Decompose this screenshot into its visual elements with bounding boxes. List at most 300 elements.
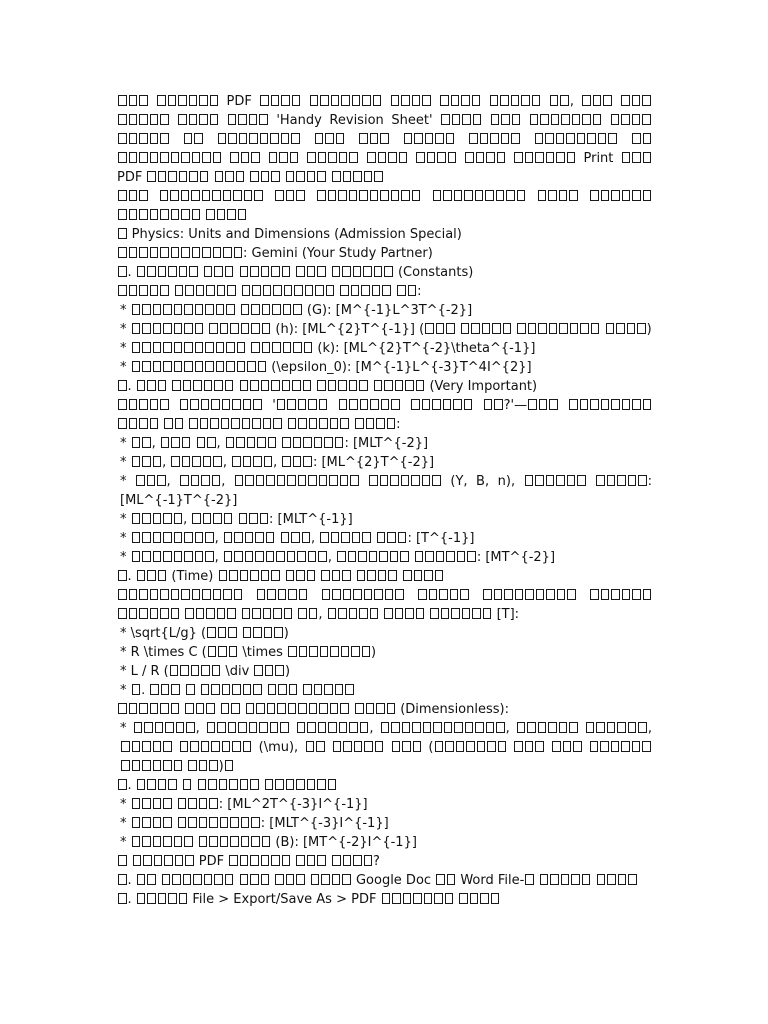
missing-glyph-box [181,589,190,600]
glyph-run [231,455,273,470]
missing-glyph-box [329,475,338,486]
glyph-run [415,151,457,166]
missing-glyph-box [129,209,138,220]
missing-glyph-box [192,513,201,524]
missing-glyph-box [349,608,358,619]
missing-glyph-box [189,114,198,125]
missing-glyph-box [328,608,337,619]
glyph-run [458,892,500,907]
missing-glyph-box [252,418,261,429]
missing-glyph-box [211,741,220,752]
missing-glyph-box [271,855,280,866]
missing-glyph-box [395,589,404,600]
missing-glyph-box [432,475,441,486]
missing-glyph-box [362,532,371,543]
missing-glyph-box [632,95,641,106]
missing-glyph-box [317,171,326,182]
missing-glyph-box [299,589,308,600]
glyph-run [605,322,647,337]
missing-glyph-box [150,114,159,125]
missing-glyph-box [573,741,582,752]
missing-glyph-box [572,114,581,125]
missing-glyph-box [259,722,268,733]
missing-glyph-box [384,380,393,391]
missing-glyph-box [381,399,390,410]
missing-glyph-box [391,722,400,733]
missing-glyph-box [567,589,576,600]
glyph-run [516,322,600,337]
missing-glyph-box [443,190,452,201]
glyph-run [621,151,653,166]
glyph-run [295,854,327,869]
missing-glyph-box [237,342,246,353]
missing-glyph-box [454,190,463,201]
missing-glyph-box [611,114,620,125]
missing-glyph-box [195,361,204,372]
missing-glyph-box [225,874,234,885]
glyph-run [309,94,383,109]
missing-glyph-box [582,114,591,125]
glyph-run [241,607,294,622]
glyph-run [302,683,355,698]
missing-glyph-box [267,589,276,600]
missing-glyph-box [425,133,434,144]
missing-glyph-box [328,152,337,163]
missing-glyph-box [230,152,239,163]
missing-glyph-box [632,114,641,125]
missing-glyph-box [118,418,127,429]
missing-glyph-box [293,456,302,467]
glyph-run [610,113,652,128]
list-item-surface-tension-group: * , , : [MT^{-2}] [120,550,556,565]
glyph-run [120,740,173,755]
missing-glyph-box [341,646,350,657]
missing-glyph-box [328,779,337,790]
missing-glyph-box [281,532,290,543]
missing-glyph-box [147,475,156,486]
missing-glyph-box [222,399,231,410]
missing-glyph-box [330,646,339,657]
missing-glyph-box [517,722,526,733]
missing-glyph-box [309,703,318,714]
missing-glyph-box [262,304,271,315]
missing-glyph-box [486,152,495,163]
missing-glyph-box [477,741,486,752]
missing-glyph-box [132,304,141,315]
glyph-run [310,873,352,888]
list-item-momentum-group: * , : [MLT^{-1}] [120,512,353,527]
list-item-sqrt-l-over-g: * \sqrt{L/g} ( ) [120,626,289,641]
missing-glyph-box [632,133,641,144]
missing-glyph-box [147,874,156,885]
missing-glyph-box [142,323,151,334]
missing-glyph-box [147,380,156,391]
missing-glyph-box [282,266,291,277]
missing-glyph-box [196,703,205,714]
missing-glyph-box [153,513,162,524]
missing-glyph-box [118,228,127,239]
missing-glyph-box [255,532,264,543]
missing-glyph-box [203,513,212,524]
missing-glyph-box [286,171,295,182]
missing-glyph-box [269,152,278,163]
list-item-frequency-group: * , , : [T^{-1}] [120,531,475,546]
missing-glyph-box [132,760,141,771]
missing-glyph-box [392,741,401,752]
missing-glyph-box [296,171,305,182]
missing-glyph-box [465,152,474,163]
glyph-run [182,778,193,793]
missing-glyph-box [567,475,576,486]
missing-glyph-box [292,380,301,391]
missing-glyph-box [217,608,226,619]
missing-glyph-box [557,589,566,600]
missing-glyph-box [215,171,224,182]
missing-glyph-box [223,589,232,600]
glyph-run [136,778,178,793]
missing-glyph-box [416,380,425,391]
glyph-run [245,702,350,717]
missing-glyph-box [370,608,379,619]
missing-glyph-box [453,399,462,410]
missing-glyph-box [540,874,549,885]
missing-glyph-box [176,722,185,733]
missing-glyph-box [374,171,383,182]
missing-glyph-box [132,532,141,543]
glyph-run [524,873,535,888]
missing-glyph-box [139,133,148,144]
glyph-run [117,607,180,622]
missing-glyph-box [209,323,218,334]
missing-glyph-box [153,817,162,828]
missing-glyph-box [192,152,201,163]
missing-glyph-box [121,741,130,752]
missing-glyph-box [213,152,222,163]
glyph-run [160,436,192,451]
missing-glyph-box [213,513,222,524]
missing-glyph-box [174,323,183,334]
missing-glyph-box [304,342,313,353]
missing-glyph-box [611,741,620,752]
glyph-run [358,132,390,147]
missing-glyph-box [298,418,307,429]
missing-glyph-box [462,114,471,125]
missing-glyph-box [440,95,449,106]
missing-glyph-box [226,437,235,448]
missing-glyph-box [441,608,450,619]
missing-glyph-box [241,152,250,163]
missing-glyph-box [490,95,499,106]
missing-glyph-box [535,741,544,752]
missing-glyph-box [180,665,189,676]
missing-glyph-box [150,703,159,714]
missing-glyph-box [570,323,579,334]
missing-glyph-box [422,475,431,486]
missing-glyph-box [183,874,192,885]
missing-glyph-box [163,760,172,771]
missing-glyph-box [118,893,127,904]
missing-glyph-box [239,513,248,524]
missing-glyph-box [351,285,360,296]
glyph-run [316,189,421,204]
missing-glyph-box [171,608,180,619]
missing-glyph-box [118,874,127,885]
missing-glyph-box [566,133,575,144]
missing-glyph-box [261,380,270,391]
missing-glyph-box [290,152,299,163]
missing-glyph-box [129,703,138,714]
missing-glyph-box [501,133,510,144]
missing-glyph-box [250,874,259,885]
missing-glyph-box [153,760,162,771]
missing-glyph-box [250,171,259,182]
glyph-run [131,322,205,337]
glyph-run [117,189,149,204]
missing-glyph-box [550,874,559,885]
missing-glyph-box [288,589,297,600]
missing-glyph-box [265,779,274,790]
glyph-run [390,94,432,109]
glyph-run [117,246,243,261]
glyph-run [439,94,481,109]
missing-glyph-box [262,836,271,847]
missing-glyph-box [201,684,210,695]
missing-glyph-box [195,323,204,334]
missing-glyph-box [153,342,162,353]
missing-glyph-box [179,266,188,277]
missing-glyph-box [324,437,333,448]
missing-glyph-box [181,247,190,258]
glyph-run [146,170,209,185]
missing-glyph-box [184,133,193,144]
missing-glyph-box [422,95,431,106]
missing-glyph-box [213,589,222,600]
missing-glyph-box [195,551,204,562]
missing-glyph-box [132,836,141,847]
missing-glyph-box [236,437,245,448]
missing-glyph-box [294,285,303,296]
glyph-run [534,132,618,147]
missing-glyph-box [257,437,266,448]
missing-glyph-box [168,893,177,904]
missing-glyph-box [511,133,520,144]
missing-glyph-box [240,855,249,866]
missing-glyph-box [303,437,312,448]
missing-glyph-box [311,874,320,885]
missing-glyph-box [132,323,141,334]
missing-glyph-box [256,703,265,714]
missing-glyph-box [328,722,337,733]
missing-glyph-box [192,247,201,258]
missing-glyph-box [142,437,151,448]
missing-glyph-box [587,133,596,144]
missing-glyph-box [355,418,364,429]
glyph-run [136,873,157,888]
missing-glyph-box [411,475,420,486]
glyph-run [217,132,301,147]
missing-glyph-box [129,95,138,106]
glyph-run [327,607,380,622]
pdf-instructions-heading: PDF ? [117,852,652,871]
glyph-run [250,341,313,356]
missing-glyph-box [359,133,368,144]
missing-glyph-box [597,874,606,885]
missing-glyph-box [273,285,282,296]
missing-glyph-box [642,114,651,125]
missing-glyph-box [139,399,148,410]
glyph-run [225,436,278,451]
glyph-run [179,740,253,755]
missing-glyph-box [139,418,148,429]
missing-glyph-box [260,133,269,144]
missing-glyph-box [213,247,222,258]
missing-glyph-box [350,475,359,486]
missing-glyph-box [328,190,337,201]
missing-glyph-box [349,399,358,410]
missing-glyph-box [303,684,312,695]
missing-glyph-box [118,209,127,220]
missing-glyph-box [355,703,364,714]
missing-glyph-box [195,304,204,315]
missing-glyph-box [261,266,270,277]
missing-glyph-box [163,342,172,353]
missing-glyph-box [538,190,547,201]
glyph-run [489,94,542,109]
missing-glyph-box [249,722,258,733]
missing-glyph-box [374,589,383,600]
missing-glyph-box [265,665,274,676]
missing-glyph-box [185,703,194,714]
missing-glyph-box [142,741,151,752]
missing-glyph-box [132,684,141,695]
missing-glyph-box [243,456,252,467]
glyph-run [631,132,652,147]
missing-glyph-box [139,190,148,201]
missing-glyph-box [219,570,228,581]
glyph-run [206,721,290,736]
missing-glyph-box [118,247,127,258]
missing-glyph-box [118,570,127,581]
missing-glyph-box [171,152,180,163]
glyph-run [396,284,417,299]
missing-glyph-box [471,323,480,334]
list-item-l-over-r: * L / R ( \div ) [120,664,291,679]
glyph-run [132,854,195,869]
missing-glyph-box [423,722,432,733]
missing-glyph-box [569,190,578,201]
pdf-step-2: . File > Export/Save As > PDF [117,890,652,909]
glyph-run [117,873,128,888]
missing-glyph-box [388,570,397,581]
missing-glyph-box [401,475,410,486]
glyph-run [184,702,216,717]
missing-glyph-box [569,399,578,410]
missing-glyph-box [201,665,210,676]
missing-glyph-box [241,836,250,847]
missing-glyph-box [494,399,503,410]
missing-glyph-box [161,684,170,695]
missing-glyph-box [170,665,179,676]
missing-glyph-box [298,703,307,714]
glyph-run [482,588,577,603]
glyph-run [356,569,398,584]
missing-glyph-box [273,418,282,429]
missing-glyph-box [137,570,146,581]
missing-glyph-box [206,209,215,220]
missing-glyph-box [224,532,233,543]
missing-glyph-box [364,171,373,182]
missing-glyph-box [132,361,141,372]
missing-glyph-box [200,171,209,182]
missing-glyph-box [245,532,254,543]
missing-glyph-box [596,722,605,733]
missing-glyph-box [210,418,219,429]
glyph-run [305,740,326,755]
missing-glyph-box [492,323,501,334]
missing-glyph-box [185,855,194,866]
missing-glyph-box [606,323,615,334]
missing-glyph-box [382,893,391,904]
missing-glyph-box [483,589,492,600]
missing-glyph-box [249,114,258,125]
glyph-run [242,626,284,641]
missing-glyph-box [402,722,411,733]
section-heading-dimensionless: * . [117,681,652,700]
missing-glyph-box [227,285,236,296]
missing-glyph-box [643,190,652,201]
missing-glyph-box [593,95,602,106]
missing-glyph-box [275,874,284,885]
missing-glyph-box [397,285,406,296]
missing-glyph-box [217,722,226,733]
missing-glyph-box [209,760,218,771]
missing-glyph-box [206,285,215,296]
missing-glyph-box [223,190,232,201]
missing-glyph-box [237,361,246,372]
missing-glyph-box [590,190,599,201]
missing-glyph-box [412,722,421,733]
missing-glyph-box [207,437,216,448]
missing-glyph-box [388,152,397,163]
missing-glyph-box [283,304,292,315]
missing-glyph-box [134,722,143,733]
missing-glyph-box [172,874,181,885]
glyph-run [117,208,201,223]
missing-glyph-box [184,304,193,315]
missing-glyph-box [196,285,205,296]
missing-glyph-box [607,722,616,733]
missing-glyph-box [239,133,248,144]
missing-glyph-box [226,361,235,372]
missing-glyph-box [642,741,651,752]
missing-glyph-box [229,570,238,581]
missing-glyph-box [212,665,221,676]
missing-glyph-box [412,190,421,201]
missing-glyph-box [380,475,389,486]
missing-glyph-box [257,589,266,600]
missing-glyph-box [160,133,169,144]
missing-glyph-box [299,646,308,657]
missing-glyph-box [229,646,238,657]
missing-glyph-box [252,608,261,619]
missing-glyph-box [202,589,211,600]
glyph-run [131,341,247,356]
glyph-run [274,189,306,204]
missing-glyph-box [158,171,167,182]
missing-glyph-box [282,855,291,866]
glyph-run [464,151,506,166]
missing-glyph-box [335,684,344,695]
